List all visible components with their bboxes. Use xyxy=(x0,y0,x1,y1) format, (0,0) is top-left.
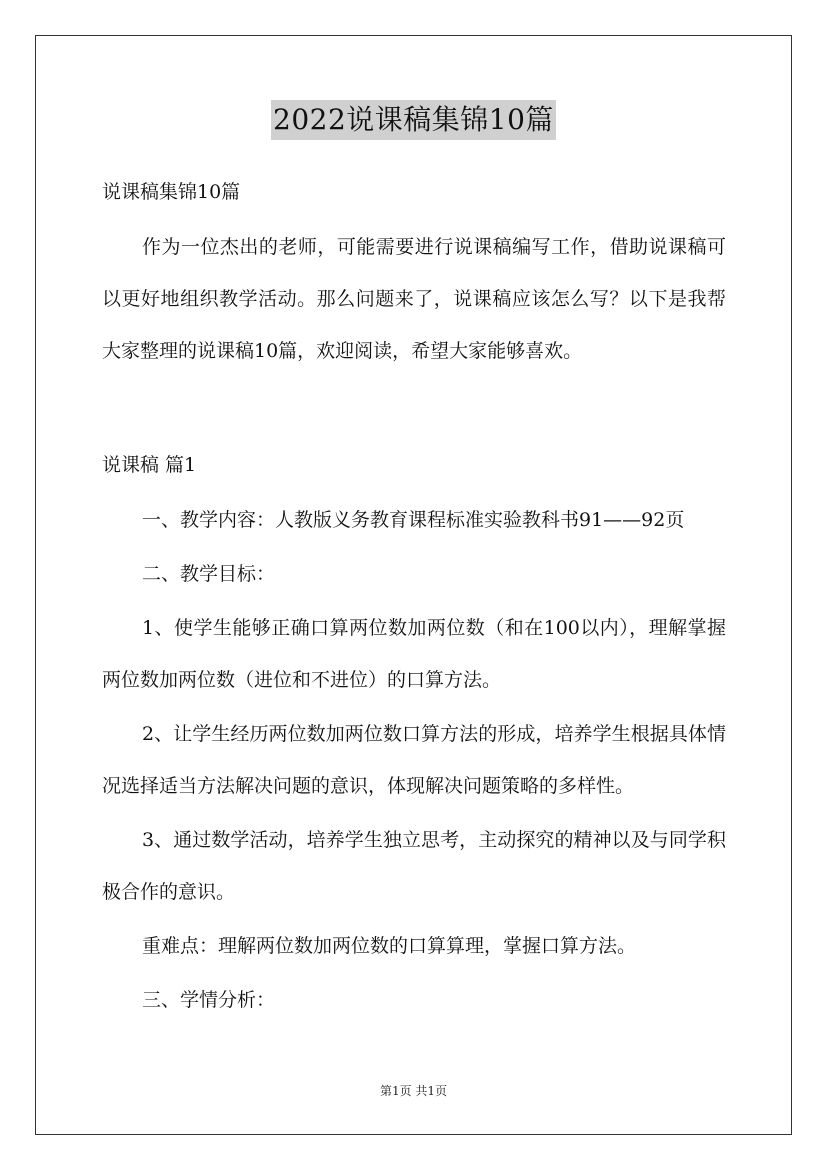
document-title xyxy=(0,100,827,140)
intro-block xyxy=(102,221,726,377)
paragraph-goal-3: 3、通过数学活动，培养学生独立思考，主动探究的精神以及与同学积极合作的意识。 xyxy=(102,829,726,903)
paragraph-student-analysis: 三、学情分析： xyxy=(142,989,276,1011)
page-footer xyxy=(0,1083,827,1099)
intro-paragraph: 作为一位杰出的老师，可能需要进行说课稿编写工作，借助说课稿可以更好地组织教学活动。那么问题来了，说课稿应该怎么写？以下是我帮大家整理的说课稿10篇，欢迎阅读，希望大家能够喜欢。 xyxy=(102,236,726,362)
paragraph-teaching-content: 一、教学内容：人教版义务教育课程标准实验教科书91——92页 xyxy=(142,509,685,531)
section-heading: 说课稿 篇1 xyxy=(102,454,197,476)
paragraph-goal-2: 2、让学生经历两位数加两位数口算方法的形成，培养学生根据具体情况选择适当方法解决问题的意识，体现解决问题策略的多样性。 xyxy=(102,723,726,797)
section-block xyxy=(102,439,726,491)
document-title-text: 2022说课稿集锦10篇 xyxy=(271,100,556,140)
page-number: 第1页 共1页 xyxy=(379,1084,448,1098)
paragraph-goal-1: 1、使学生能够正确口算两位数加两位数（和在100以内），理解掌握两位数加两位数（进位和不进位）的口算方法。 xyxy=(102,617,726,691)
document-subtitle: 说课稿集锦10篇 xyxy=(102,181,241,203)
paragraph-key-points: 重难点：理解两位数加两位数的口算算理，掌握口算方法。 xyxy=(142,935,637,957)
paragraph-teaching-goals: 二、教学目标： xyxy=(142,563,276,585)
document-body xyxy=(102,166,726,218)
section-content xyxy=(102,494,726,1026)
